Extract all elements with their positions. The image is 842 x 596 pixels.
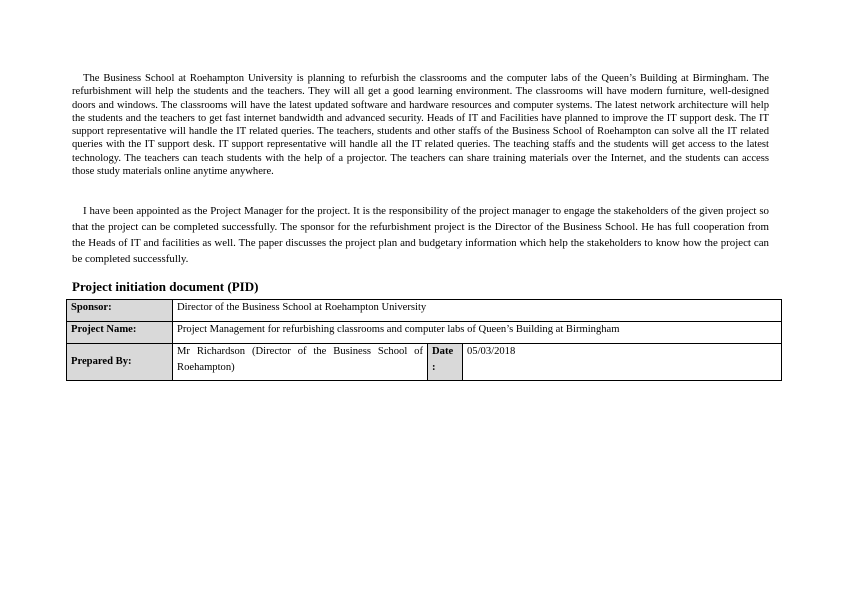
project-name-label: Project Name: <box>67 322 173 344</box>
intro-paragraph: The Business School at Roehampton University is planning to refurbish the classrooms and the computer labs of the Queen’s Building at Birmingham. The refurbishment will help the students and the teachers. They will all get a good learning environment. The classrooms will have modern furniture, well-designed doors and windows. The classrooms will have the latest updated software and hardware resources and computer systems. The latest network architecture will help the students and the teachers to get fast internet bandwidth and advanced security. Heads of IT and Facilities have planned to improve the IT support desk. The IT support representative will handle the IT related queries. The teachers, students and other staffs of the Business School of Roehampton can solve all the IT related queries with the IT support desk. IT support representative will handle all the IT related queries. The teaching staffs and the students will get access to the latest technology. The teachers can teach students with the help of a projector. The teachers can share training materials over the Internet, and the students can access those study materials online anytime anywhere. <box>72 73 769 178</box>
pid-row-project-name <box>67 322 782 344</box>
pid-row-sponsor <box>67 300 782 322</box>
sponsor-value: Director of the Business School at Roehampton University <box>173 300 782 322</box>
project-manager-paragraph: I have been appointed as the Project Manager for the project. It is the responsibility of the project manager to engage the stakeholders of the given project so that the project can be completed successfully. The sponsor for the refurbishment project is the Director of the Business School. He has full cooperation from the Heads of IT and facilities as well. The paper discusses the project plan and budgetary information which help the stakeholders to know how the project can be completed successfully. <box>72 205 769 265</box>
date-value: 05/03/2018 <box>463 344 782 381</box>
prepared-by-label: Prepared By: <box>67 344 173 381</box>
project-name-value: Project Management for refurbishing classrooms and computer labs of Queen’s Building at Birmingham <box>173 322 782 344</box>
pid-row-prepared-by <box>67 344 782 381</box>
pid-table <box>66 299 782 381</box>
sponsor-label: Sponsor: <box>67 300 173 322</box>
date-label: Date : <box>428 344 463 381</box>
pid-heading: Project initiation document (PID) <box>72 279 259 294</box>
prepared-by-value: Mr Richardson (Director of the Business School of Roehampton) <box>173 344 428 381</box>
